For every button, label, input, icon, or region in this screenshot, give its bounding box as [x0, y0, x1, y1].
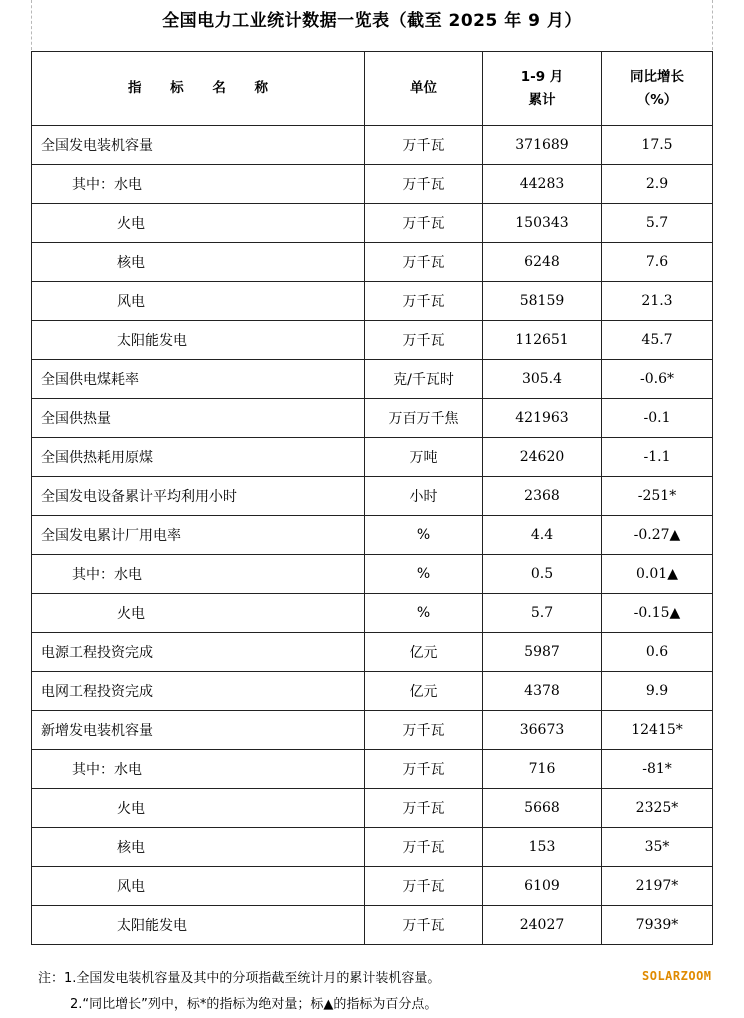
- footnotes: [38, 966, 718, 1018]
- header-yoy-unit: （%）: [636, 91, 678, 108]
- table-row: [32, 789, 713, 828]
- cumulative-value-cell: 58159: [483, 282, 602, 321]
- unit-cell: 万千瓦: [365, 750, 483, 789]
- unit-cell: %: [365, 555, 483, 594]
- indicator-name-cell: 全国发电装机容量: [32, 126, 365, 165]
- unit-cell: 万吨: [365, 438, 483, 477]
- yoy-growth-cell: 7939*: [602, 906, 713, 945]
- yoy-growth-cell: 0.01▲: [602, 555, 713, 594]
- cumulative-value-cell: 153: [483, 828, 602, 867]
- unit-cell: 万千瓦: [365, 711, 483, 750]
- page-title: 全国电力工业统计数据一览表（截至 2025 年 9 月）: [162, 11, 582, 31]
- unit-cell: 万千瓦: [365, 789, 483, 828]
- cumulative-value-cell: 24027: [483, 906, 602, 945]
- indicator-name-cell: 全国供热量: [32, 399, 365, 438]
- cumulative-value-cell: 5987: [483, 633, 602, 672]
- header-indicator-name: 指 标 名 称: [32, 52, 365, 126]
- table-row: [32, 828, 713, 867]
- unit-cell: 万千瓦: [365, 906, 483, 945]
- cumulative-value-cell: 5.7: [483, 594, 602, 633]
- cumulative-value-cell: 716: [483, 750, 602, 789]
- table-row: [32, 399, 713, 438]
- yoy-growth-cell: -81*: [602, 750, 713, 789]
- yoy-growth-cell: 45.7: [602, 321, 713, 360]
- cumulative-value-cell: 4378: [483, 672, 602, 711]
- indicator-name-cell: 其中：水电: [32, 555, 365, 594]
- unit-cell: 万千瓦: [365, 243, 483, 282]
- unit-cell: 万千瓦: [365, 867, 483, 906]
- cumulative-value-cell: 150343: [483, 204, 602, 243]
- cumulative-value-cell: 36673: [483, 711, 602, 750]
- yoy-growth-cell: 7.6: [602, 243, 713, 282]
- yoy-growth-cell: 2.9: [602, 165, 713, 204]
- yoy-growth-cell: -251*: [602, 477, 713, 516]
- cumulative-value-cell: 6109: [483, 867, 602, 906]
- cumulative-value-cell: 421963: [483, 399, 602, 438]
- cumulative-value-cell: 0.5: [483, 555, 602, 594]
- cumulative-value-cell: 371689: [483, 126, 602, 165]
- yoy-growth-cell: 9.9: [602, 672, 713, 711]
- indicator-name-cell: 火电: [32, 594, 365, 633]
- table-row: [32, 282, 713, 321]
- yoy-growth-cell: -0.6*: [602, 360, 713, 399]
- indicator-name-cell: 太阳能发电: [32, 321, 365, 360]
- indicator-name-cell: 其中：水电: [32, 165, 365, 204]
- unit-cell: 克/千瓦时: [365, 360, 483, 399]
- table-row: [32, 711, 713, 750]
- cumulative-value-cell: 2368: [483, 477, 602, 516]
- table-body: [32, 126, 713, 945]
- unit-cell: %: [365, 516, 483, 555]
- unit-cell: 万千瓦: [365, 165, 483, 204]
- yoy-growth-cell: 0.6: [602, 633, 713, 672]
- footnote-2: 2.“同比增长”列中，标*的指标为绝对量；标▲的指标为百分点。: [70, 997, 438, 1012]
- watermark-logo: SOLARZOOM: [642, 969, 712, 983]
- table-row: [32, 867, 713, 906]
- unit-cell: 万千瓦: [365, 828, 483, 867]
- indicator-name-cell: 风电: [32, 867, 365, 906]
- unit-cell: 亿元: [365, 672, 483, 711]
- indicator-name-cell: 核电: [32, 243, 365, 282]
- indicator-name-cell: 全国发电设备累计平均利用小时: [32, 477, 365, 516]
- table-row: [32, 477, 713, 516]
- indicator-name-cell: 电网工程投资完成: [32, 672, 365, 711]
- yoy-growth-cell: 21.3: [602, 282, 713, 321]
- header-yoy-label: 同比增长: [630, 68, 684, 85]
- indicator-name-cell: 电源工程投资完成: [32, 633, 365, 672]
- table-row: [32, 594, 713, 633]
- unit-cell: 万千瓦: [365, 321, 483, 360]
- header-yoy: [602, 52, 713, 126]
- yoy-growth-cell: -0.27▲: [602, 516, 713, 555]
- table-row: [32, 243, 713, 282]
- footnote-1: 注：1.全国发电装机容量及其中的分项指截至统计月的累计装机容量。: [38, 971, 441, 986]
- yoy-growth-cell: 35*: [602, 828, 713, 867]
- header-cumulative-label: 累计: [528, 91, 556, 108]
- unit-cell: %: [365, 594, 483, 633]
- unit-cell: 小时: [365, 477, 483, 516]
- table-row: [32, 204, 713, 243]
- table-row: [32, 438, 713, 477]
- table-header-row: [32, 52, 713, 126]
- statistics-table: [31, 51, 713, 945]
- yoy-growth-cell: -0.1: [602, 399, 713, 438]
- yoy-growth-cell: 2197*: [602, 867, 713, 906]
- indicator-name-cell: 核电: [32, 828, 365, 867]
- table-row: [32, 750, 713, 789]
- indicator-name-cell: 新增发电装机容量: [32, 711, 365, 750]
- indicator-name-cell: 太阳能发电: [32, 906, 365, 945]
- indicator-name-cell: 火电: [32, 204, 365, 243]
- header-cumulative-period: 1-9 月: [520, 68, 564, 85]
- indicator-name-cell: 全国发电累计厂用电率: [32, 516, 365, 555]
- cumulative-value-cell: 44283: [483, 165, 602, 204]
- yoy-growth-cell: 17.5: [602, 126, 713, 165]
- unit-cell: 万百万千焦: [365, 399, 483, 438]
- indicator-name-cell: 其中：水电: [32, 750, 365, 789]
- table-row: [32, 126, 713, 165]
- table-row: [32, 906, 713, 945]
- indicator-name-cell: 全国供电煤耗率: [32, 360, 365, 399]
- yoy-growth-cell: 5.7: [602, 204, 713, 243]
- header-unit: 单位: [365, 52, 483, 126]
- cumulative-value-cell: 4.4: [483, 516, 602, 555]
- cumulative-value-cell: 24620: [483, 438, 602, 477]
- indicator-name-cell: 风电: [32, 282, 365, 321]
- table-row: [32, 555, 713, 594]
- yoy-growth-cell: 12415*: [602, 711, 713, 750]
- header-cumulative: [483, 52, 602, 126]
- table-row: [32, 360, 713, 399]
- yoy-growth-cell: 2325*: [602, 789, 713, 828]
- table-row: [32, 672, 713, 711]
- table-row: [32, 165, 713, 204]
- indicator-name-cell: 火电: [32, 789, 365, 828]
- unit-cell: 万千瓦: [365, 204, 483, 243]
- cumulative-value-cell: 5668: [483, 789, 602, 828]
- unit-cell: 万千瓦: [365, 282, 483, 321]
- table-row: [32, 321, 713, 360]
- table-row: [32, 516, 713, 555]
- unit-cell: 亿元: [365, 633, 483, 672]
- cumulative-value-cell: 305.4: [483, 360, 602, 399]
- table-row: [32, 633, 713, 672]
- indicator-name-cell: 全国供热耗用原煤: [32, 438, 365, 477]
- cumulative-value-cell: 112651: [483, 321, 602, 360]
- unit-cell: 万千瓦: [365, 126, 483, 165]
- yoy-growth-cell: -1.1: [602, 438, 713, 477]
- yoy-growth-cell: -0.15▲: [602, 594, 713, 633]
- cumulative-value-cell: 6248: [483, 243, 602, 282]
